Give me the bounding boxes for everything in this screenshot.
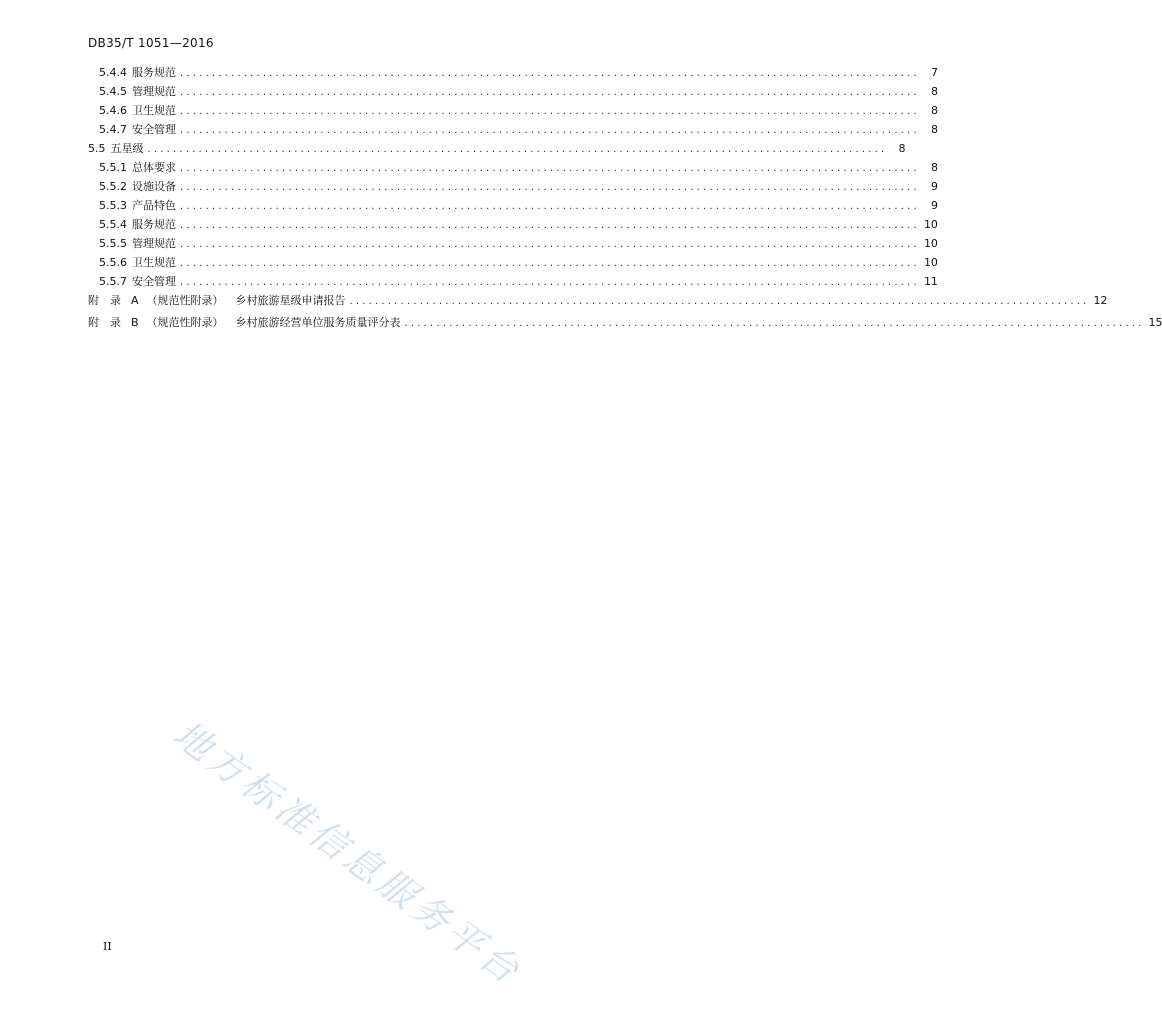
toc-entry-page: 8 bbox=[930, 85, 938, 98]
toc-appendix-entry[interactable] bbox=[88, 292, 1108, 314]
toc-entry-title: 安全管理 bbox=[132, 275, 176, 288]
toc-entry-title: 服务规范 bbox=[132, 218, 176, 231]
toc-leader-dots: .................................................................................................................... bbox=[180, 182, 920, 193]
toc-entry-page: 10 bbox=[923, 237, 938, 250]
toc-entry[interactable] bbox=[88, 216, 938, 235]
toc-entry[interactable] bbox=[88, 254, 938, 273]
toc-entry-number: 5.5.1 bbox=[99, 161, 127, 174]
toc-entry-title: 总体要求 bbox=[132, 161, 176, 174]
appendix-title: 乡村旅游经营单位服务质量评分表 bbox=[235, 316, 401, 329]
toc-entry-page: 8 bbox=[930, 104, 938, 117]
toc-entry-number: 5.4.4 bbox=[99, 66, 127, 79]
appendix-prefix: 附 录 bbox=[88, 294, 121, 307]
toc-entry-page: 7 bbox=[930, 66, 938, 79]
toc-leader-dots: .................................................................................................................... bbox=[180, 201, 920, 212]
toc-leader-dots: .................................................................................................................... bbox=[180, 163, 920, 174]
watermark-text: 地方标准信息服务平台 bbox=[165, 712, 531, 995]
toc-entry-page: 11 bbox=[923, 275, 938, 288]
toc-entry-page: 8 bbox=[930, 123, 938, 136]
toc-entry-title: 卫生规范 bbox=[132, 256, 176, 269]
appendix-title: 乡村旅游星级申请报告 bbox=[235, 294, 346, 307]
page-number-footer: II bbox=[103, 940, 112, 953]
toc-entry-page: 8 bbox=[898, 142, 906, 155]
toc-entry-number: 5.5.3 bbox=[99, 199, 127, 212]
toc-entry[interactable] bbox=[88, 64, 938, 83]
appendix-page: 15 bbox=[1148, 316, 1162, 329]
toc-entry[interactable] bbox=[88, 197, 938, 216]
toc-leader-dots: .................................................................................................................... bbox=[180, 87, 920, 98]
toc-leader-dots: .................................................................................................................... bbox=[180, 220, 920, 231]
toc-entry-title: 管理规范 bbox=[132, 85, 176, 98]
toc-leader-dots: .................................................................................................................... bbox=[180, 277, 920, 288]
toc-entry-title: 卫生规范 bbox=[132, 104, 176, 117]
toc-entry-number: 5.4.6 bbox=[99, 104, 127, 117]
toc-entry-title: 服务规范 bbox=[132, 66, 176, 79]
toc-entry-page: 8 bbox=[930, 161, 938, 174]
toc-entry[interactable] bbox=[88, 140, 906, 159]
toc-entry-number: 5.5.7 bbox=[99, 275, 127, 288]
toc-entry-page: 9 bbox=[930, 180, 938, 193]
toc-entry-title: 管理规范 bbox=[132, 237, 176, 250]
toc-entry-page: 9 bbox=[930, 199, 938, 212]
appendix-type: （规范性附录） bbox=[146, 316, 224, 329]
appendix-page: 12 bbox=[1093, 294, 1108, 307]
toc-entry-number: 5.5.2 bbox=[99, 180, 127, 193]
toc-entry-number: 5.5 bbox=[88, 142, 106, 155]
toc-leader-dots: .................................................................................................................... bbox=[180, 106, 920, 117]
appendix-letter: A bbox=[131, 294, 139, 307]
toc-entry-title: 安全管理 bbox=[132, 123, 176, 136]
toc-entry-page: 10 bbox=[923, 218, 938, 231]
toc-entry-number: 5.4.7 bbox=[99, 123, 127, 136]
toc-entry[interactable] bbox=[88, 235, 938, 254]
toc-leader-dots: .................................................................................................................... bbox=[180, 68, 920, 79]
toc-appendix-entry[interactable] bbox=[88, 314, 1162, 336]
toc-leader-dots: .................................................................................................................... bbox=[180, 125, 920, 136]
toc-entry-number: 5.4.5 bbox=[99, 85, 127, 98]
toc-entry-number: 5.5.5 bbox=[99, 237, 127, 250]
toc-entry-number: 5.5.4 bbox=[99, 218, 127, 231]
toc-leader-dots: .................................................................................................................... bbox=[349, 296, 1090, 307]
appendix-letter: B bbox=[131, 316, 139, 329]
toc-entry[interactable] bbox=[88, 178, 938, 197]
toc-entry[interactable] bbox=[88, 102, 938, 121]
toc-entry[interactable] bbox=[88, 159, 938, 178]
toc-leader-dots: .................................................................................................................... bbox=[147, 144, 888, 155]
toc-entry[interactable] bbox=[88, 83, 938, 102]
toc-entry-number: 5.5.6 bbox=[99, 256, 127, 269]
table-of-contents bbox=[88, 64, 1162, 336]
toc-entry-title: 产品特色 bbox=[132, 199, 176, 212]
toc-entry[interactable] bbox=[88, 121, 938, 140]
toc-leader-dots: .................................................................................................................... bbox=[180, 258, 920, 269]
appendix-prefix: 附 录 bbox=[88, 316, 121, 329]
toc-entry[interactable] bbox=[88, 273, 938, 292]
document-id-header: DB35/T 1051—2016 bbox=[88, 36, 214, 50]
toc-leader-dots: .................................................................................................................... bbox=[404, 318, 1145, 329]
toc-entry-title: 五星级 bbox=[110, 142, 144, 155]
toc-entry-title: 设施设备 bbox=[132, 180, 176, 193]
toc-entry-page: 10 bbox=[923, 256, 938, 269]
appendix-type: （规范性附录） bbox=[146, 294, 224, 307]
toc-leader-dots: .................................................................................................................... bbox=[180, 239, 920, 250]
